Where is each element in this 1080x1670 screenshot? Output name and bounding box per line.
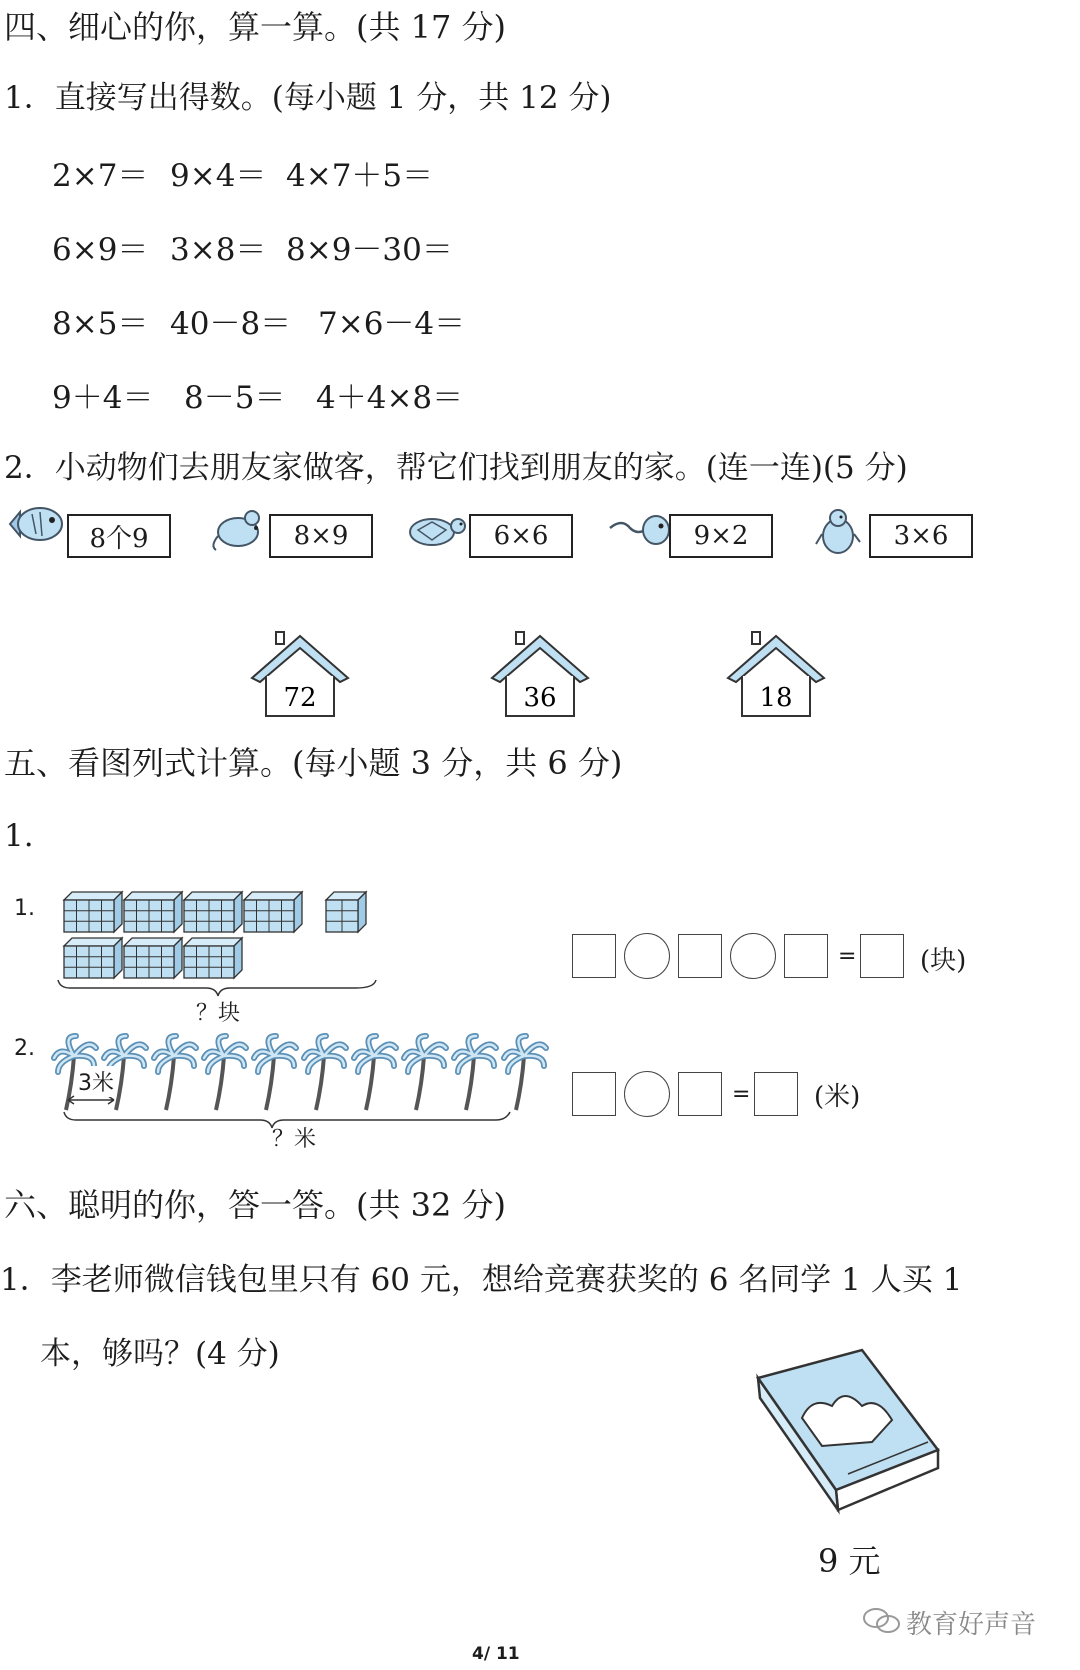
answer-box[interactable] [678,934,722,978]
calc-item: 8×9－30＝ [286,232,453,268]
book-icon [752,1346,952,1522]
answer-box[interactable] [784,934,828,978]
house-number: 18 [759,683,793,713]
calc-item: 2×7＝ [52,158,149,194]
section-6-heading: 六、聪明的你，答一答。(共 32 分) [4,1186,507,1224]
section-4-heading: 四、细心的你，算一算。(共 17 分) [4,8,507,46]
result-box[interactable] [754,1072,798,1116]
section-5-heading: 五、看图列式计算。(每小题 3 分，共 6 分) [4,744,623,782]
figure-1-caption: ？块 [196,1001,241,1026]
calc-item: 3×8＝ [170,232,267,268]
figure-2-caption: ？米 [272,1127,317,1152]
figure-2-number: 2. [14,1036,35,1061]
answer-box[interactable] [572,934,616,978]
calc-item: 4×7＋5＝ [286,158,434,194]
calc-item: 4＋4×8＝ [316,380,464,416]
question-text-line-2: 本，够吗？(4 分) [40,1336,280,1372]
unit-label: (块) [920,946,967,976]
watermark: 教育好声音 [906,1610,1037,1640]
operator-circle[interactable] [730,933,776,979]
question-2-title: 2．小动物们去朋友家做客，帮它们找到朋友的家。(连一连)(5 分) [4,450,908,486]
animal-card-3: 6×6 [469,514,573,558]
animal-card-2: 8×9 [269,514,373,558]
house-2 [488,628,592,720]
house-number: 72 [283,683,317,713]
wechat-icon [862,1606,902,1636]
turtle-icon [406,510,468,550]
operator-circle[interactable] [624,933,670,979]
fish-icon [6,496,66,554]
house-1 [248,628,352,720]
house-number: 36 [523,683,557,713]
figure-1-number: 1. [14,896,35,921]
calc-item: 6×9＝ [52,232,149,268]
question-1-title: 1．直接写出得数。(每小题 1 分，共 12 分) [4,80,612,116]
mouse-icon [208,506,268,552]
answer-box[interactable] [678,1072,722,1116]
house-3 [724,628,828,720]
tree-gap-label: 3米 [78,1066,114,1097]
equals-sign: = [732,1082,751,1107]
calc-item: 9＋4＝ [52,380,154,416]
answer-box[interactable] [572,1072,616,1116]
page-number: 4/ 11 [472,1644,520,1664]
unit-label: (米) [814,1082,861,1112]
book-price: 9 元 [818,1542,881,1580]
question-text-line-1: 1．李老师微信钱包里只有 60 元，想给竞赛获奖的 6 名同学 1 人买 1 [0,1262,963,1298]
operator-circle[interactable] [624,1071,670,1117]
tadpole-icon [608,508,670,552]
calc-item: 7×6－4＝ [318,306,466,342]
section-5-q1-label: 1. [4,818,34,854]
penguin-icon [812,508,862,556]
calc-item: 9×4＝ [170,158,267,194]
calc-item: 40－8＝ [170,306,292,342]
animal-card-4: 9×2 [669,514,773,558]
calc-item: 8－5＝ [184,380,286,416]
calc-item: 8×5＝ [52,306,149,342]
animal-card-1: 8个9 [67,514,171,558]
result-box[interactable] [860,934,904,978]
equals-sign: = [838,944,857,969]
animal-card-5: 3×6 [869,514,973,558]
